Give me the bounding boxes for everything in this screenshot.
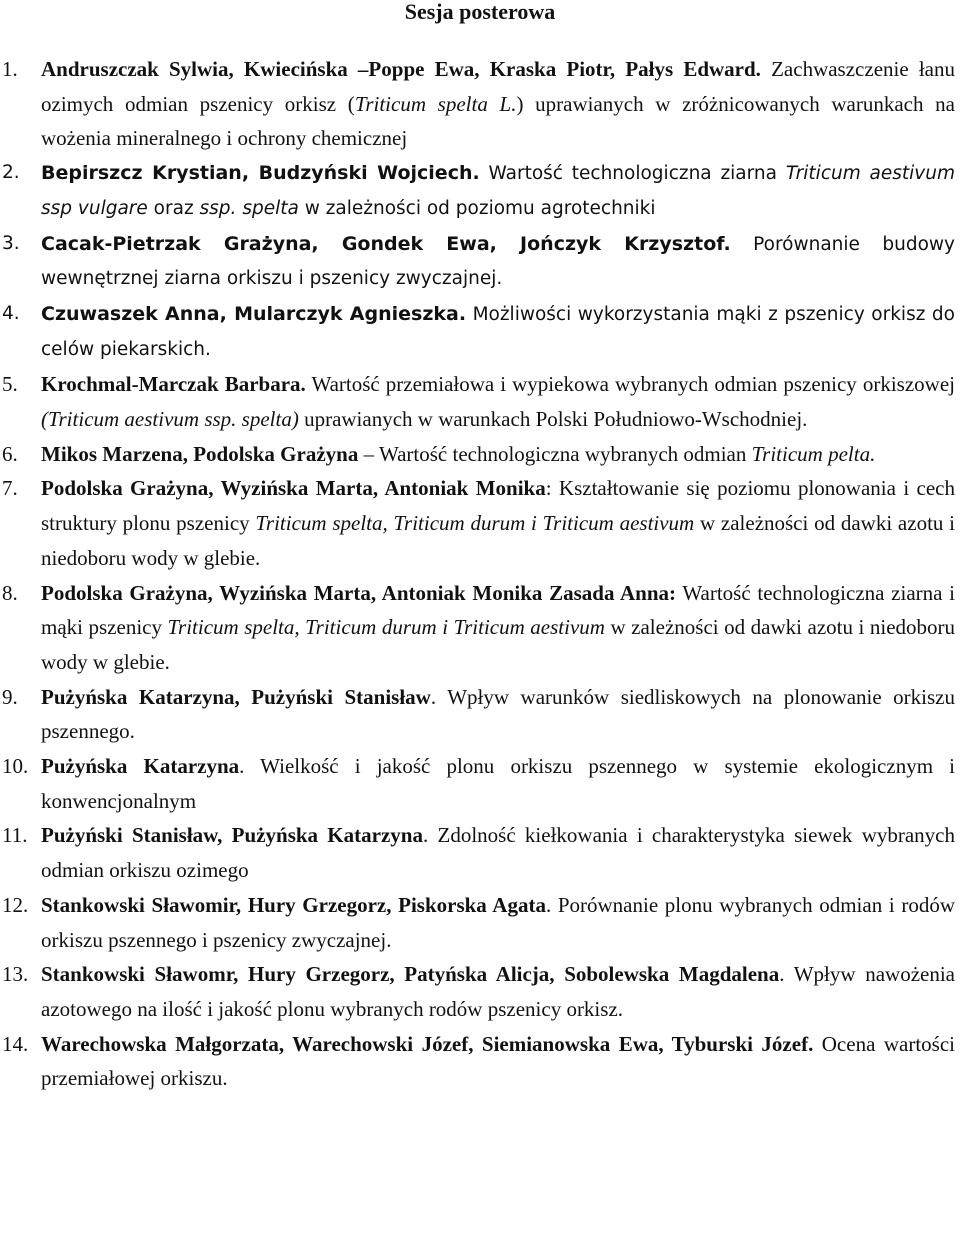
item-title-italic: ssp. spelta (199, 197, 299, 219)
item-title-text: ) uprawianych w zróżnicowanych warunkach na wożenia mineralnego i ochrony chemicznej (41, 91, 956, 151)
item-text (41, 818, 955, 887)
page-title: Sesja posterowa (404, 0, 556, 24)
list-item (0, 818, 960, 887)
item-number: 9. (2, 684, 18, 709)
item-title-text: Wartość technologiczna ziarna i mąki pszenicy (41, 580, 955, 640)
list-item (0, 576, 960, 680)
item-title-text: Wartość przemiałowa i wypiekowa wybranych odmian pszenicy orkiszowej (305, 372, 955, 397)
list-item (0, 297, 960, 367)
item-title-italic: Triticum spelta, Triticum durum i Triticum aestivum (167, 615, 605, 640)
item-number: 4. (2, 302, 20, 324)
item-authors: Podolska Grażyna, Wyzińska Marta, Antoniak Monika Zasada Anna: (41, 580, 677, 605)
item-authors: Czuwaszek Anna, Mularczyk Agnieszka. (41, 302, 467, 325)
list-item (0, 680, 960, 749)
item-title-italic: Triticum spelta L. (354, 91, 517, 116)
item-title-text: – Wartość technologiczna wybranych odmian (358, 441, 752, 466)
item-number: 13. (2, 962, 29, 987)
item-title-text: Możliwości wykorzystania mąki z pszenicy orkisz do celów piekarskich. (41, 303, 955, 360)
item-text (41, 749, 955, 818)
item-authors: Pużyński Stanisław, Pużyńska Katarzyna (41, 823, 423, 848)
item-text (41, 576, 955, 680)
item-title-text: Porównanie budowy wewnętrznej ziarna orkiszu i pszenicy zwyczajnej. (41, 233, 955, 290)
item-title-italic: (Triticum aestivum ssp. spelta) (41, 407, 299, 432)
item-authors: Pużyńska Katarzyna, Pużyński Stanisław (41, 684, 431, 709)
item-number: 1. (2, 57, 18, 81)
item-number: 10. (2, 754, 29, 779)
item-title-text: Wartość technologiczna ziarna (479, 163, 786, 185)
item-number: 8. (2, 580, 18, 605)
item-title-text: . Porównanie plonu wybranych odmian i rodów orkiszu pszennego i pszenicy zwyczajnej. (41, 892, 955, 952)
item-number: 6. (2, 441, 18, 466)
item-text (41, 156, 955, 226)
item-text (41, 227, 955, 297)
list-item (0, 367, 960, 436)
item-title-text: Zachwaszczenie łanu ozimych odmian pszenicy orkisz ( (41, 57, 955, 116)
list-item (0, 1027, 960, 1096)
item-text (41, 957, 955, 1026)
list-item (0, 156, 960, 226)
item-number: 2. (2, 162, 20, 184)
item-authors: Krochmal-Marczak Barbara. (41, 372, 306, 397)
item-authors: Mikos Marzena, Podolska Grażyna (41, 441, 359, 466)
item-authors: Pużyńska Katarzyna (41, 754, 240, 779)
item-title-text: . Wpływ nawożenia azotowego na ilość i jakość plonu wybranych rodów pszenicy orkisz. (41, 962, 955, 1021)
item-number: 14. (2, 1031, 29, 1056)
item-authors: Stankowski Sławomir, Hury Grzegorz, Piskorska Agata (41, 892, 546, 917)
item-text (41, 680, 955, 749)
poster-list (0, 52, 960, 1096)
item-title-text: w zależności od dawki azotu i niedoboru wody w glebie. (41, 615, 956, 674)
item-number: 3. (2, 232, 20, 254)
item-title-italic: Triticum spelta, Triticum durum i Triticum aestivum (255, 511, 695, 536)
item-title-text: w zależności od dawki azotu i niedoboru wody w glebie. (41, 511, 955, 570)
item-number: 11. (2, 823, 28, 848)
list-item (0, 227, 960, 297)
list-item (0, 437, 960, 472)
item-title-text: : Kształtowanie się poziomu plonowania i cech struktury plonu pszenicy (41, 476, 955, 536)
list-item (0, 52, 960, 156)
item-title-text: oraz (147, 197, 200, 219)
item-number: 12. (2, 892, 29, 917)
item-title-text: uprawianych w warunkach Polski Południowo-Wschodniej. (298, 407, 808, 432)
item-text (41, 52, 955, 156)
item-title-italic: Triticum aestivum ssp vulgare (41, 163, 955, 219)
item-authors: Warechowska Małgorzata, Warechowski Józef, Siemianowska Ewa, Tyburski Józef. (41, 1031, 814, 1056)
item-authors: Bepirszcz Krystian, Budzyński Wojciech. (41, 162, 480, 185)
item-title-text: w zależności od poziomu agrotechniki (298, 197, 656, 219)
list-item (0, 749, 960, 818)
item-title-text: . Wielkość i jakość plonu orkiszu pszennego w systemie ekologicznym i konwencjonalnym (41, 754, 955, 813)
item-text (41, 437, 955, 472)
item-number: 7. (2, 476, 18, 501)
item-title-text: Ocena wartości przemiałowej orkiszu. (41, 1031, 955, 1091)
item-text (41, 297, 955, 367)
item-text (41, 367, 955, 436)
list-item (0, 888, 960, 957)
item-title-text: . Zdolność kiełkowania i charakterystyka siewek wybranych odmian orkiszu ozimego (41, 823, 956, 883)
item-text (41, 888, 955, 957)
item-authors: Podolska Grażyna, Wyzińska Marta, Antoniak Monika (41, 476, 546, 501)
item-text (41, 1027, 955, 1096)
item-title-italic: Triticum pelta. (751, 441, 876, 466)
list-item (0, 957, 960, 1026)
item-number: 5. (2, 372, 18, 397)
item-text (41, 471, 955, 575)
item-authors: Stankowski Sławomr, Hury Grzegorz, Patyńska Alicja, Sobolewska Magdalena (41, 962, 780, 987)
list-item (0, 471, 960, 575)
item-title-text: . Wpływ warunków siedliskowych na plonowanie orkiszu pszennego. (41, 684, 956, 744)
item-authors: Cacak-Pietrzak Grażyna, Gondek Ewa, Jończyk Krzysztof. (41, 232, 731, 255)
item-authors: Andruszczak Sylwia, Kwiecińska –Poppe Ewa, Kraska Piotr, Pałys Edward. (41, 57, 761, 81)
